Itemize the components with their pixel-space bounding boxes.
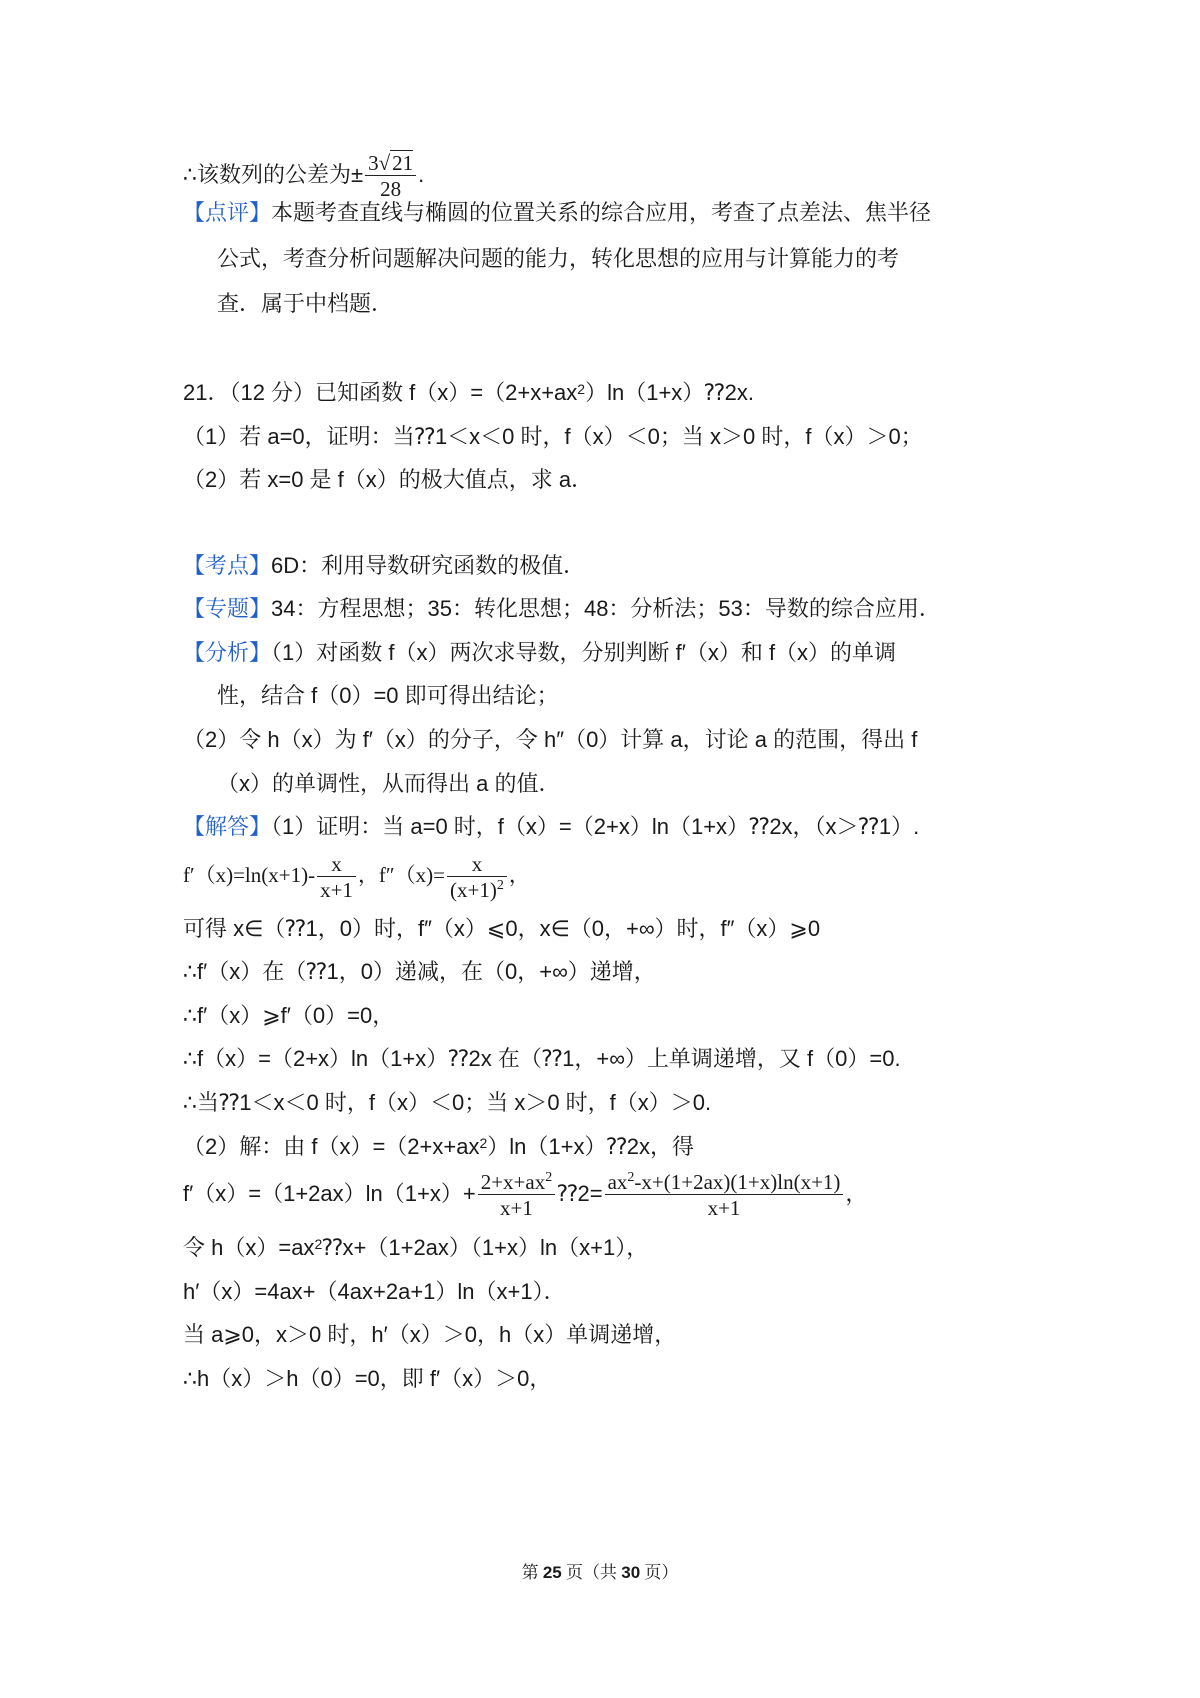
fenxi-tag: 【分析】 xyxy=(183,640,272,665)
jieda-line-5: ∴f′（x）⩾f′（0）=0， xyxy=(183,1003,395,1028)
kaodian-tag: 【考点】 xyxy=(183,553,272,578)
jieda-line-8: （2）解：由 $f(x)=(2+x+ax^2)\ln(1+x)⁇2x$，得 xyxy=(183,1134,695,1159)
jieda-tag: 【解答】 xyxy=(183,814,272,839)
jieda-line-12: 当 a⩾0，x＞0 时，h′（x）＞0，h（x）单调递增， xyxy=(183,1322,677,1347)
kaodian-line: 【考点】6D：利用导数研究函数的极值． xyxy=(183,553,586,578)
page-number: 25 xyxy=(542,1563,562,1582)
jieda-line-7: ∴当⁇1＜x＜0 时，f（x）＜0；当 x＞0 时，f（x）＞0. xyxy=(183,1090,712,1115)
fenxi-line-1: 【分析】（1）对函数 f（x）两次求导数，分别判断 f′（x）和 f（x）的单调 xyxy=(183,640,897,665)
jieda-line-1: 【解答】（1）证明：当 a=0 时，f（x）=（2+x）ln（1+x）⁇2x，（x＞⁇1）. xyxy=(183,814,920,839)
problem-part-1: （1）若 a=0，证明：当⁇1＜x＜0 时，f（x）＜0；当 x＞0 时，f（x）＞0； xyxy=(183,424,923,449)
zhuanti-line: 【专题】34：方程思想；35：转化思想；48：分析法；53：导数的综合应用． xyxy=(183,596,941,621)
jieda-line-13: ∴h（x）＞h（0）=0，即 f′（x）＞0， xyxy=(183,1366,552,1391)
problem-heading: 21．（12 分）已知函数 $f(x)=(2+x+ax^2)\ln(1+x)⁇2x$. xyxy=(183,380,754,405)
dianping-tag: 【点评】 xyxy=(183,200,272,225)
fenxi-line-4: （x）的单调性，从而得出 a 的值． xyxy=(217,771,561,796)
fenxi-line-2: 性，结合 f（0）=0 即可得出结论； xyxy=(217,683,559,708)
problem-part-2: （2）若 x=0 是 f（x）的极大值点，求 a． xyxy=(183,467,594,492)
dianping-line-1: 【点评】本题考查直线与椭圆的位置关系的综合应用，考查了点差法、焦半径 xyxy=(183,200,932,225)
jieda-line-4: ∴f′（x）在（⁇1，0）递减，在（0，+∞）递增， xyxy=(183,959,656,984)
jieda-line-11: h′（x）=4ax+（4ax+2a+1）ln（x+1）． xyxy=(183,1279,566,1304)
page-footer: 第 25 页（共 30 页） xyxy=(521,1563,679,1582)
jieda-line-6: ∴f（x）=（2+x）ln（1+x）⁇2x 在（⁇1，+∞）上单调递增，又 f（0）=0. xyxy=(183,1046,901,1071)
derivative-equation-2: f′（x）=（1+2ax）ln（1+x）+ $\frac{2+x+ax^2}{x+1}$ ⁇2= $\frac{ax^2-x+(1+2ax)(1+x)\ln(x+1)}{x+1}$ ， xyxy=(183,1169,868,1220)
dianping-line-2: 公式，考查分析问题解决问题的能力，转化思想的应用与计算能力的考 xyxy=(217,246,900,271)
page-total: 30 xyxy=(621,1563,641,1582)
common-difference-fraction: $\frac{3√21}{28}$ xyxy=(365,150,416,202)
jieda-line-10: 令 $h(x)=ax^2⁇x+(1+2ax)(1+x)\ln(x+1)$， xyxy=(183,1235,649,1260)
zhuanti-tag: 【专题】 xyxy=(183,596,272,621)
common-difference-line: ∴该数列的公差为± $\frac{3√21}{28}$ . xyxy=(183,151,425,201)
dianping-line-3: 查．属于中档题． xyxy=(217,291,394,316)
derivative-equation-1: f′（x)=ln(x+1)- $\frac{x}{x+1}$ ，f″（x)= $\frac{x}{(x+1)^2}$ ， xyxy=(183,851,530,902)
fenxi-line-3: （2）令 h（x）为 f′（x）的分子，令 h″（0）计算 a，讨论 a 的范围，得出 f xyxy=(183,727,918,752)
jieda-line-3: 可得 x∈（⁇1，0）时，f″（x）⩽0，x∈（0，+∞）时，f″（x）⩾0 xyxy=(183,916,821,941)
